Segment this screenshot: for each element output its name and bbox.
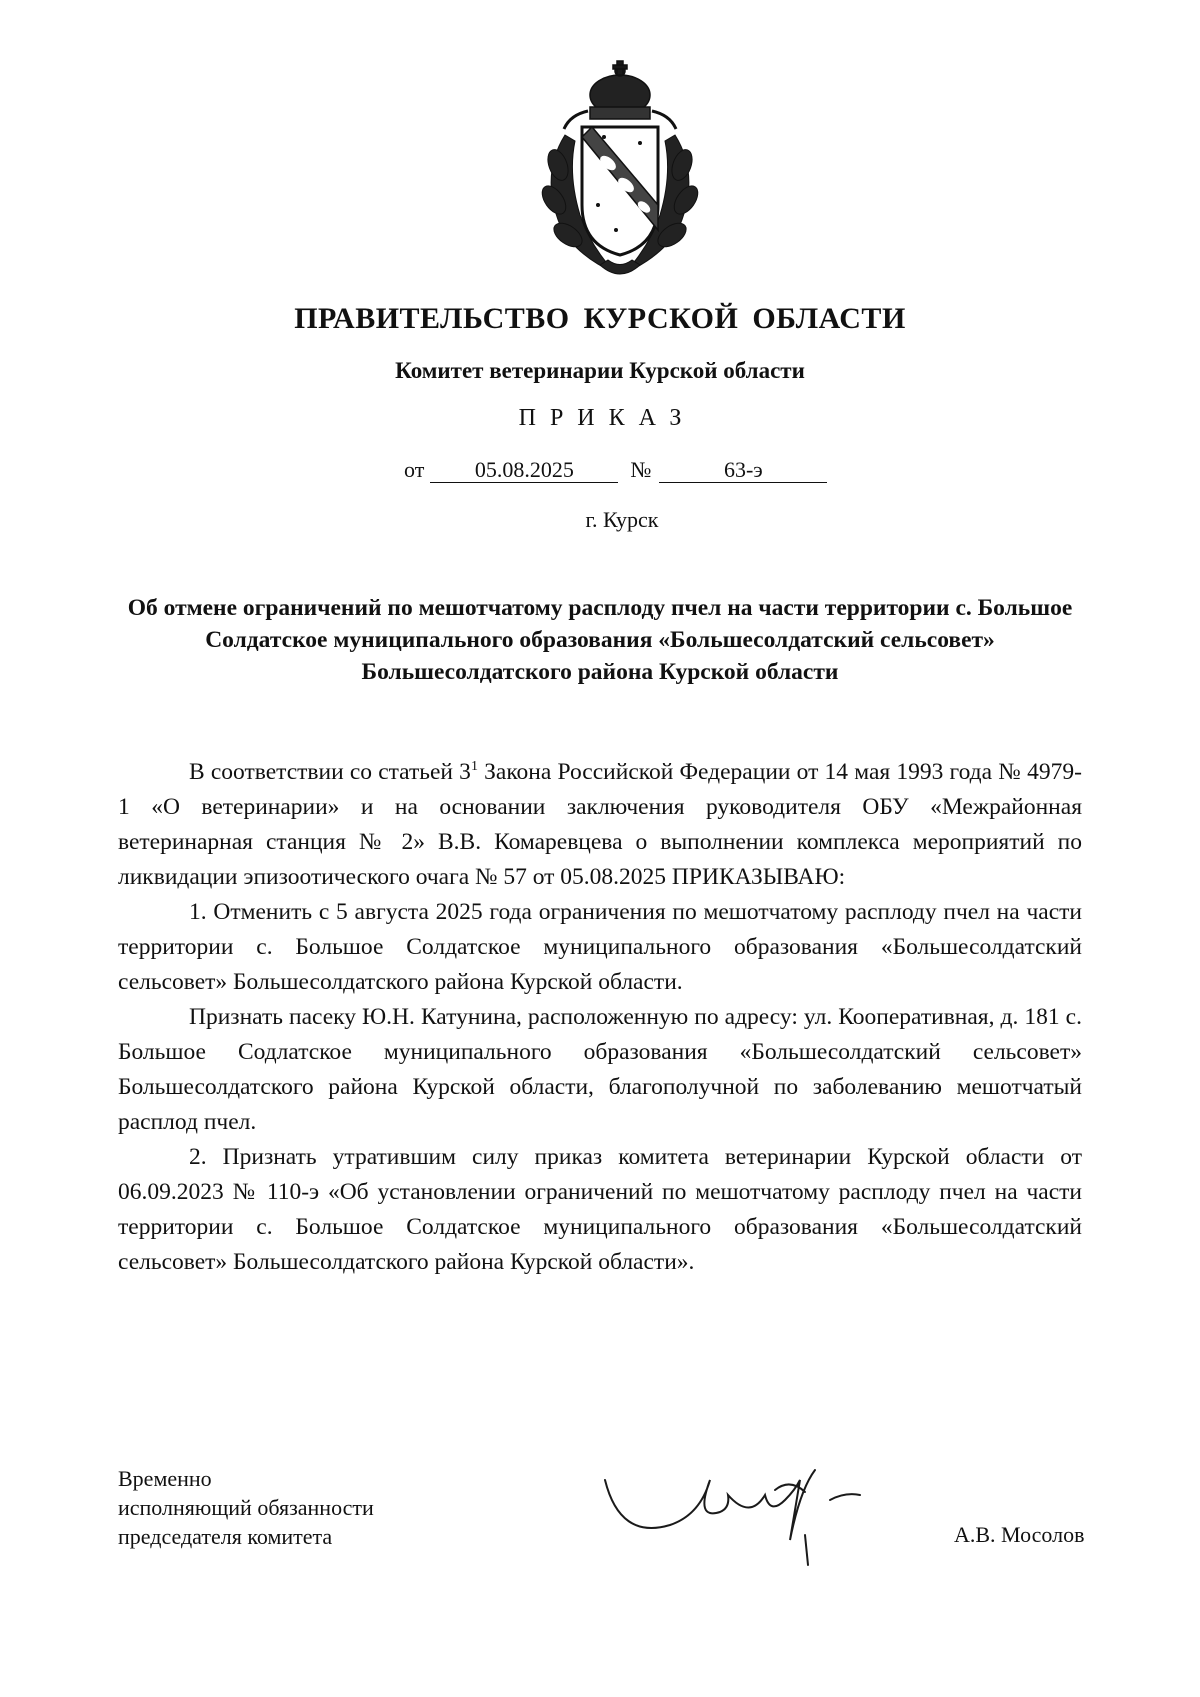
- body-paragraph-3: Признать пасеку Ю.Н. Катунина, расположенную по адресу: ул. Кооперативная, д. 181 с. Большое Содлатское муниципального образования «Большесолдатский сельсовет» Большесолдатского района Курской области, благополучной по заболеванию мешотчатый расплод пчел.: [118, 1004, 1082, 1135]
- signer-name: А.В. Мосолов: [954, 1522, 1085, 1547]
- document-type: ПРИКАЗ: [518, 405, 696, 431]
- order-date-number: [404, 457, 827, 483]
- article-superscript: 1: [470, 759, 478, 774]
- committee-name: Комитет ветеринарии Курской области: [395, 358, 805, 383]
- body-paragraph-2: 1. Отменить с 5 августа 2025 года ограничения по мешотчатому расплоду пчел на части территории с. Большое Солдатское муниципального образования «Большесолдатский сельсовет» Большесолдатского района Курской области.: [118, 899, 1082, 995]
- handwritten-signature-icon: [600, 1450, 900, 1570]
- order-date: 05.08.2025: [430, 458, 618, 483]
- body-paragraph-1: В соответствии со статьей $3^1$ Закона Российской Федерации от 14 мая 1993 года № 4979-1 «О ветеринарии» и на основании заключения руководителя ОБУ «Межрайонная ветеринарная станция № 2» В.В. Комаревцева о выполнении комплекса мероприятий по ликвидации эпизоотического очага № 57 от 05.08.2025 ПРИКАЗЫВАЮ:: [118, 759, 1082, 890]
- city: г. Курск: [585, 507, 659, 532]
- government-title: ПРАВИТЕЛЬСТВО КУРСКОЙ ОБЛАСТИ: [294, 302, 906, 335]
- number-prefix: №: [630, 457, 652, 482]
- signer-title: Временно исполняющий обязанности председателя комитета: [118, 1466, 374, 1549]
- order-body: [118, 755, 1082, 1280]
- order-subject: Об отмене ограничений по мешотчатому расплоду пчел на части территории с. Большое Солдатское муниципального образования «Большесолдатский сельсовет» Большесолдатского района Курской области: [127, 595, 1073, 685]
- kursk-coat-of-arms-icon: [520, 55, 720, 285]
- body-paragraph-4: 2. Признать утратившим силу приказ комитета ветеринарии Курской области от 06.09.2023 № 110-э «Об установлении ограничений по мешотчатому расплоду пчел на части территории с. Большое Солдатское муниципального образования «Большесолдатский сельсовет» Большесолдатского района Курской области».: [118, 1144, 1082, 1275]
- order-number: 63-э: [659, 458, 827, 483]
- date-prefix: от: [404, 457, 425, 482]
